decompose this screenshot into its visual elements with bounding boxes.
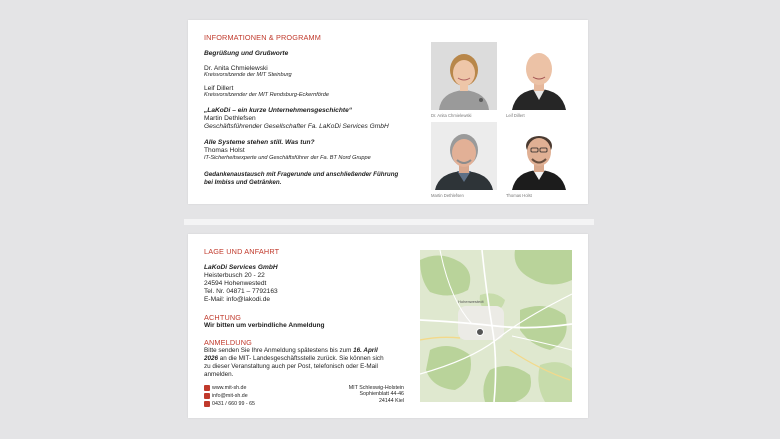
map-town-label: Hohenwestedt bbox=[458, 299, 484, 304]
caption-2: Leif Dillert bbox=[506, 113, 525, 118]
contact-phone: 0431 / 660 99 - 65 bbox=[212, 401, 255, 407]
greeting-heading: Begrüßung und Grußworte bbox=[204, 50, 289, 57]
globe-icon bbox=[204, 385, 210, 391]
speaker2-name: Leif Dillert bbox=[204, 85, 234, 92]
org-city: 24144 Kiel bbox=[378, 397, 404, 404]
photo-martin-dethlefsen bbox=[431, 122, 497, 190]
contact-web[interactable]: www.mit-sh.de bbox=[212, 385, 247, 391]
section-divider bbox=[184, 219, 594, 225]
speaker1-name: Dr. Anita Chmielewski bbox=[204, 65, 268, 72]
registration-title: ANMELDUNG bbox=[204, 338, 252, 347]
caption-4: Thomas Holst bbox=[506, 193, 532, 198]
company-city: 24594 Hohenwestedt bbox=[204, 280, 267, 287]
program-card bbox=[188, 20, 588, 204]
org-address bbox=[349, 385, 404, 404]
photo-leif-dillert bbox=[506, 42, 572, 110]
closing-line1: Gedankenaustausch mit Fragerunde und anschließender Führung bbox=[204, 171, 399, 178]
registration-date-day: 16. April bbox=[353, 347, 378, 354]
mail-icon bbox=[204, 393, 210, 399]
photo-anita-chmielewski bbox=[431, 42, 497, 110]
company-street: Heisterbusch 20 - 22 bbox=[204, 272, 265, 279]
registration-line2-text: an die MIT- Landesgeschäftsstelle zurück. Sie können sich bbox=[218, 355, 384, 362]
talk1-title: „LaKoDi – ein kurze Unternehmensgeschichte“ bbox=[204, 107, 353, 114]
location-title: LAGE UND ANFAHRT bbox=[204, 247, 280, 256]
notice-title: ACHTUNG bbox=[204, 313, 242, 322]
phone-icon bbox=[204, 401, 210, 407]
registration-line4: anmelden. bbox=[204, 371, 234, 378]
closing-line2: bei Imbiss und Getränken. bbox=[204, 179, 282, 186]
company-name: LaKoDi Services GmbH bbox=[204, 264, 278, 271]
caption-1: Dr. Anita Chmielewski bbox=[431, 113, 472, 118]
registration-line1-text: Bitte senden Sie Ihre Anmeldung spätestens bis zum bbox=[204, 347, 354, 354]
talk2-role: IT-Sicherheitsexperte und Geschäftsführer der Fa. BT Nord Gruppe bbox=[204, 155, 371, 161]
location-map[interactable] bbox=[420, 250, 572, 402]
speaker1-role: Kreisvorsitzende der MIT Steinburg bbox=[204, 72, 292, 78]
photo-thomas-holst bbox=[506, 122, 572, 190]
speaker2-role: Kreisvorsitzender der MIT Rendsburg-Eckernförde bbox=[204, 92, 329, 98]
org-street: Sophienblatt 44-46 bbox=[359, 391, 404, 398]
map-pin-icon[interactable] bbox=[476, 328, 484, 336]
registration-date-year: 2026 bbox=[204, 355, 219, 362]
company-phone: Tel. Nr. 04871 – 7792163 bbox=[204, 288, 278, 295]
registration-line1 bbox=[204, 347, 378, 355]
program-title: INFORMATIONEN & PROGRAMM bbox=[204, 33, 321, 42]
registration-line2 bbox=[204, 355, 384, 363]
talk2-name: Thomas Holst bbox=[204, 147, 245, 154]
company-email[interactable]: E-Mail: info@lakodi.de bbox=[204, 296, 271, 303]
registration-line3: zu dieser Veranstaltung auch per Post, telefonisch oder E-Mail bbox=[204, 363, 378, 370]
talk1-name: Martin Dethlefsen bbox=[204, 115, 256, 122]
caption-3: Martin Dethlefsen bbox=[431, 193, 464, 198]
location-card bbox=[188, 234, 588, 418]
talk2-title: Alle Systeme stehen still. Was tun? bbox=[204, 139, 315, 146]
talk1-role: Geschäftsführender Gesellschafter Fa. LaKoDi Services GmbH bbox=[204, 123, 389, 130]
notice-text: Wir bitten um verbindliche Anmeldung bbox=[204, 322, 325, 329]
org-name: MIT Schleswig-Holstein bbox=[348, 385, 404, 391]
contact-mail[interactable]: info@mit-sh.de bbox=[212, 393, 248, 399]
